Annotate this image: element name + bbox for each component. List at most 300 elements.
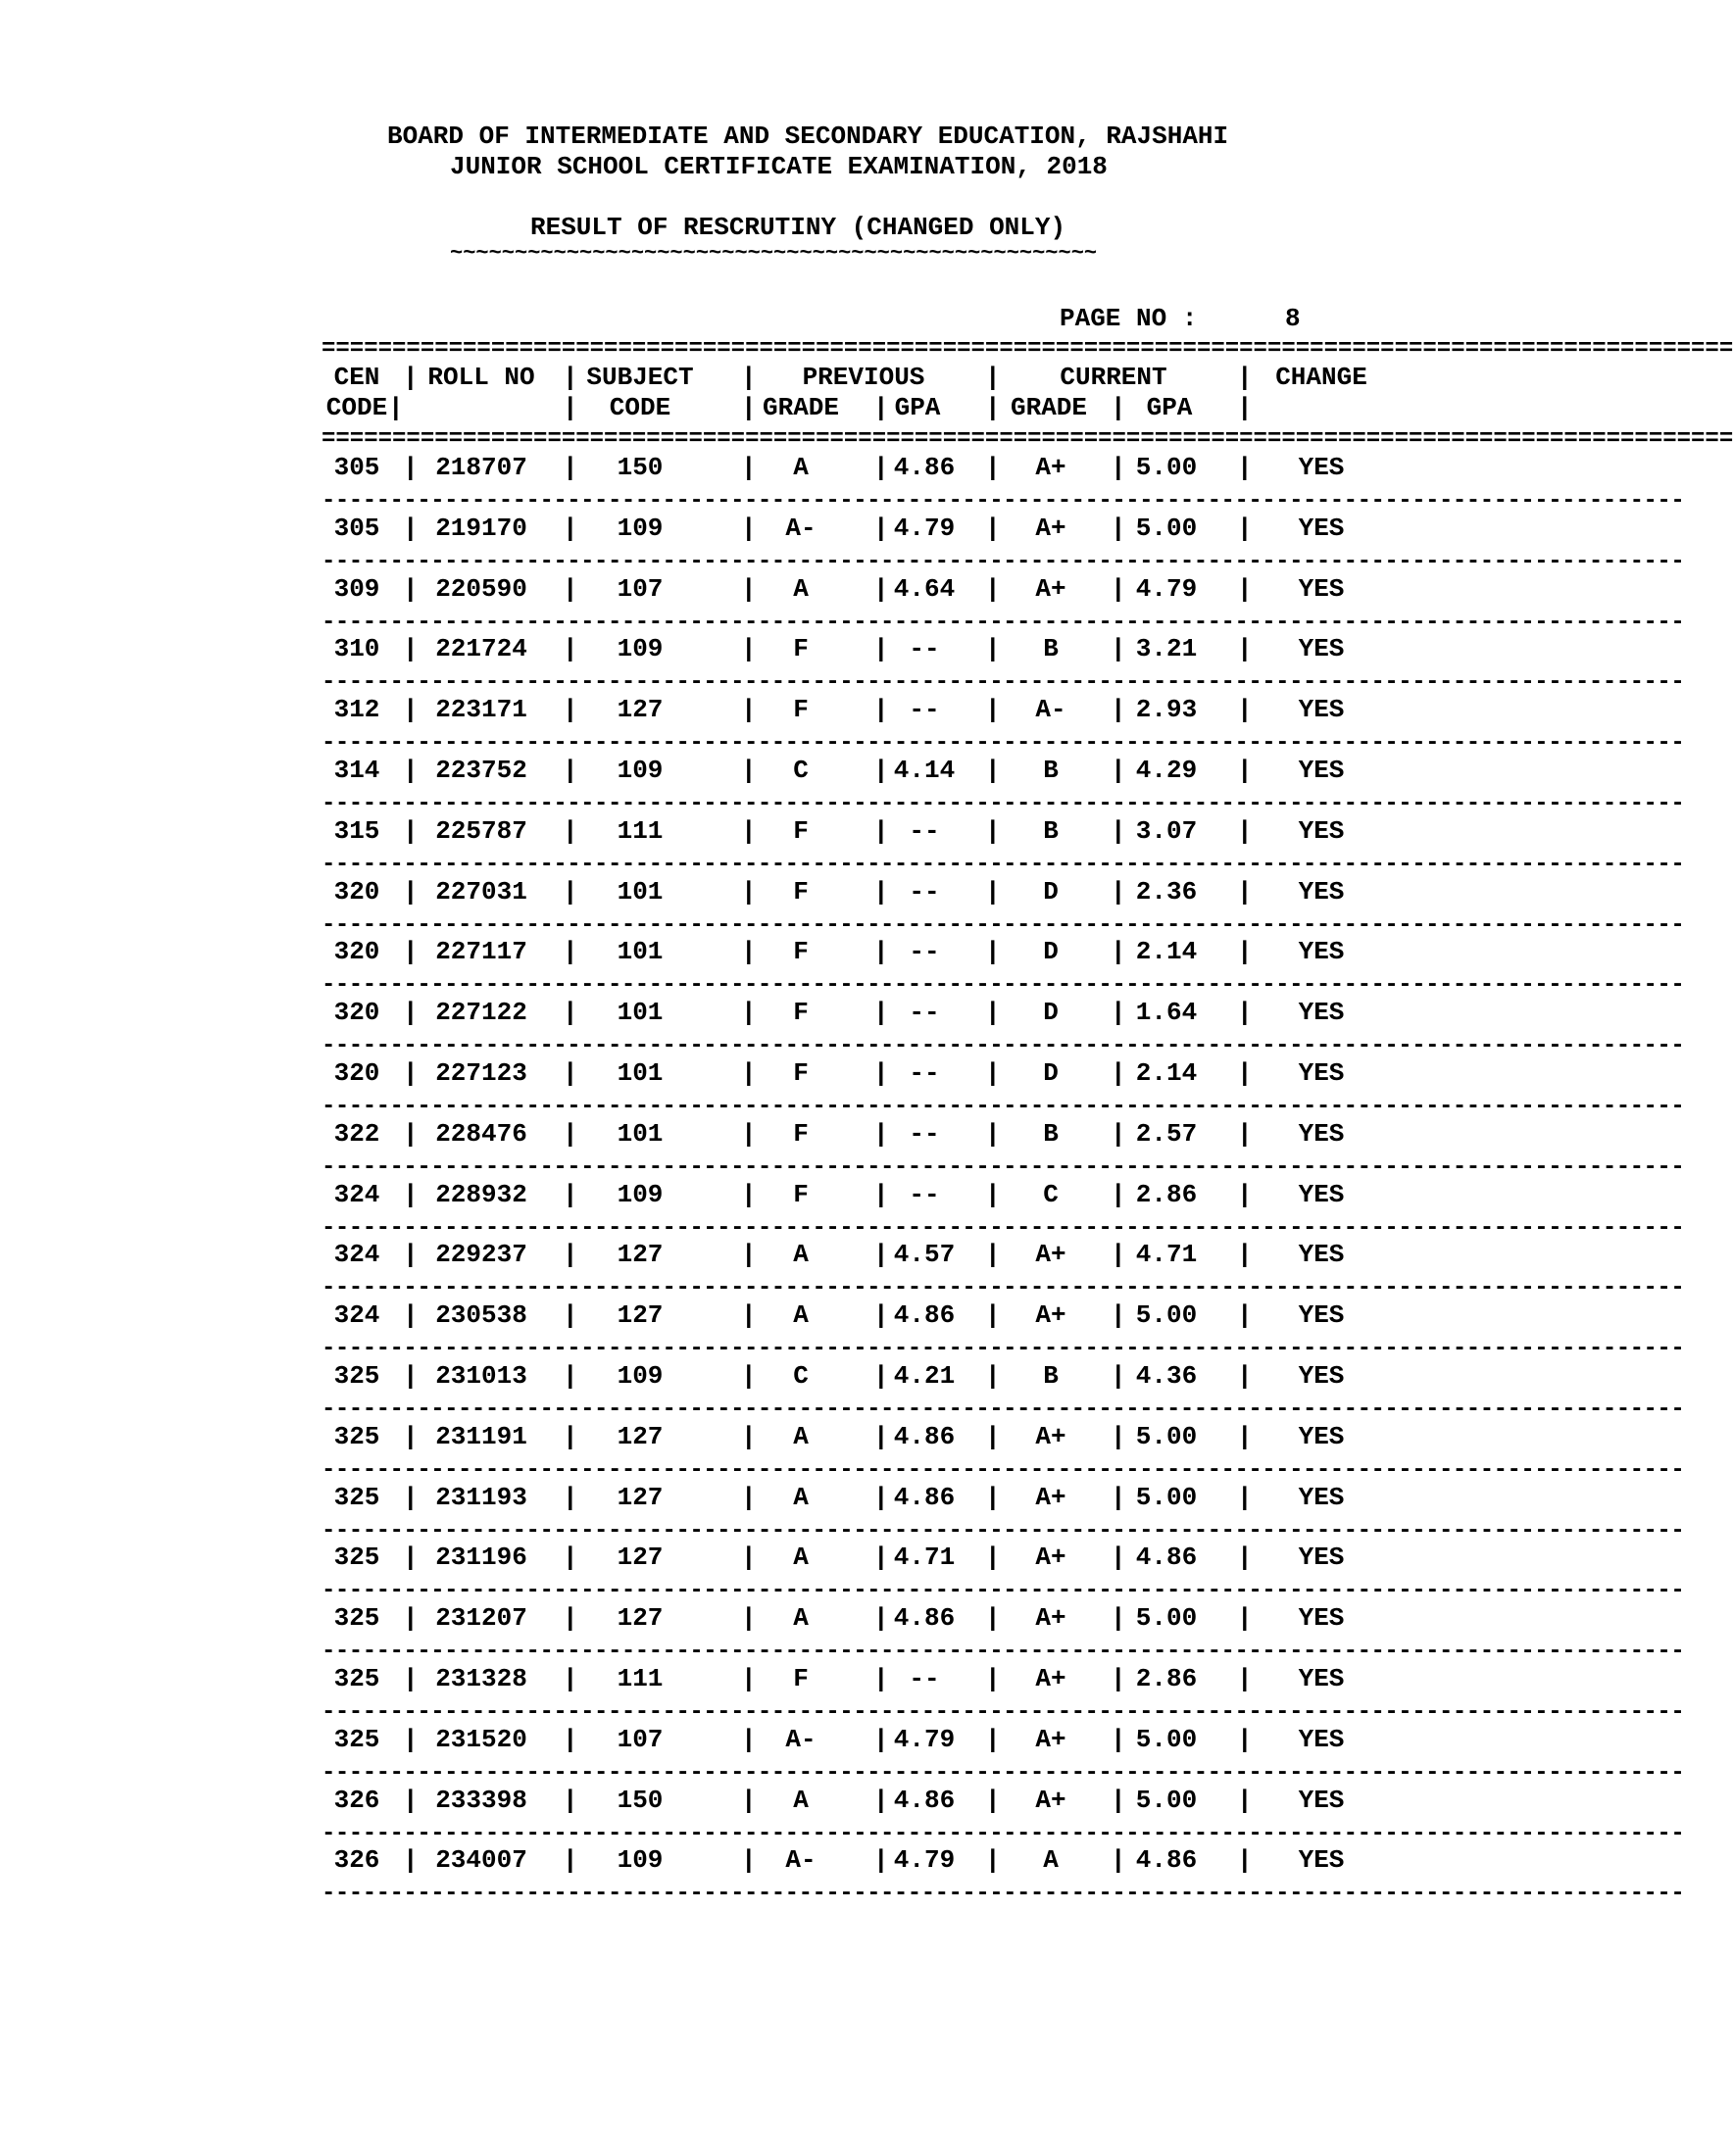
column-separator: | <box>1237 363 1253 392</box>
cell-roll-no: 231013 <box>435 1361 527 1391</box>
cell-roll-no: 223752 <box>435 756 527 785</box>
cell-cen-code: 320 <box>333 998 380 1028</box>
cell-previous-gpa: 4.57 <box>893 1240 956 1270</box>
cell-previous-gpa: -- <box>909 937 940 967</box>
column-separator: | <box>1237 1179 1253 1209</box>
column-separator: | <box>1111 1543 1126 1573</box>
cell-previous-grade: A- <box>785 1724 817 1754</box>
column-separator: | <box>563 1785 578 1815</box>
cell-current-gpa: 5.00 <box>1135 1785 1198 1815</box>
cell-current-grade: B <box>1043 815 1059 846</box>
column-separator: | <box>985 998 1001 1028</box>
column-separator: | <box>1237 815 1253 846</box>
cell-change: YES <box>1298 756 1345 785</box>
column-separator: | <box>873 1664 889 1693</box>
cell-change: YES <box>1298 998 1345 1028</box>
cell-current-gpa: 5.00 <box>1135 1482 1198 1512</box>
cell-current-grade: A+ <box>1035 573 1066 604</box>
table-row <box>322 1543 1382 1572</box>
cell-change: YES <box>1298 1724 1345 1754</box>
cell-subject-code: 127 <box>617 1240 664 1270</box>
column-separator: | <box>403 1845 419 1876</box>
cell-current-gpa: 5.00 <box>1135 453 1198 482</box>
cell-current-grade: D <box>1043 876 1059 906</box>
cell-change: YES <box>1298 1240 1345 1270</box>
table-top-rule: ==================================================================================================== <box>322 336 1733 363</box>
cell-change: YES <box>1298 1361 1345 1391</box>
column-separator: | <box>563 1543 578 1573</box>
column-separator: | <box>741 363 757 392</box>
table-row <box>322 1603 1382 1633</box>
table-header-line2 <box>322 393 1382 422</box>
cell-cen-code: 324 <box>333 1300 380 1331</box>
table-row <box>322 1483 1382 1512</box>
column-separator: | <box>563 1724 578 1754</box>
column-separator: | <box>403 1300 419 1331</box>
column-separator: | <box>403 453 419 482</box>
cell-roll-no: 231191 <box>435 1421 527 1451</box>
cell-cen-code: 325 <box>333 1361 380 1391</box>
cell-subject-code: 101 <box>617 1058 664 1088</box>
column-separator: | <box>873 1482 889 1512</box>
cell-subject-code: 127 <box>617 1300 664 1331</box>
row-divider: ---------------------------------------------------------------------------------------------------- <box>322 1456 1685 1484</box>
column-separator: | <box>985 1482 1001 1512</box>
column-separator: | <box>741 695 757 725</box>
cell-roll-no: 229237 <box>435 1240 527 1270</box>
column-separator: | <box>563 1482 578 1512</box>
table-row <box>322 574 1382 604</box>
column-separator: | <box>563 393 578 422</box>
column-separator: | <box>403 1664 419 1693</box>
column-separator: | <box>985 1058 1001 1088</box>
column-separator: | <box>985 1603 1001 1634</box>
row-divider: ---------------------------------------------------------------------------------------------------- <box>322 1820 1685 1847</box>
cell-change: YES <box>1298 1845 1345 1876</box>
row-divider: ---------------------------------------------------------------------------------------------------- <box>322 1517 1685 1544</box>
page-number-label: PAGE NO : <box>1060 304 1198 333</box>
cell-current-grade: C <box>1043 1179 1059 1209</box>
column-separator: | <box>985 815 1001 846</box>
table-row <box>322 634 1382 663</box>
column-separator: | <box>741 1785 757 1815</box>
cell-roll-no: 231193 <box>435 1482 527 1512</box>
cell-previous-gpa: 4.86 <box>893 1421 956 1451</box>
column-separator: | <box>563 1300 578 1331</box>
column-separator: | <box>1237 1603 1253 1634</box>
column-separator: | <box>1111 1240 1126 1270</box>
cell-subject-code: 109 <box>617 513 664 543</box>
row-divider: ---------------------------------------------------------------------------------------------------- <box>322 669 1685 697</box>
column-separator: | <box>1237 1664 1253 1693</box>
cell-change: YES <box>1298 695 1345 725</box>
cell-previous-grade: A <box>793 1421 809 1451</box>
row-divider: ---------------------------------------------------------------------------------------------------- <box>322 1578 1685 1605</box>
column-separator: | <box>1237 1482 1253 1512</box>
cell-current-grade: A+ <box>1035 1300 1066 1331</box>
column-separator: | <box>1111 1179 1126 1209</box>
cell-current-grade: D <box>1043 998 1059 1028</box>
cell-cen-code: 322 <box>333 1118 380 1149</box>
cell-subject-code: 109 <box>617 1361 664 1391</box>
cell-current-gpa: 2.57 <box>1135 1118 1198 1149</box>
column-separator: | <box>985 513 1001 543</box>
column-separator: | <box>741 876 757 906</box>
column-separator: | <box>985 695 1001 725</box>
cell-previous-gpa: 4.79 <box>893 513 956 543</box>
column-separator: | <box>563 1118 578 1149</box>
cell-cen-code: 324 <box>333 1179 380 1209</box>
column-separator: | <box>563 1845 578 1876</box>
exam-name: JUNIOR SCHOOL CERTIFICATE EXAMINATION, 2018 <box>450 152 1108 181</box>
cell-change: YES <box>1298 513 1345 543</box>
column-separator: | <box>741 634 757 664</box>
cell-change: YES <box>1298 1664 1345 1693</box>
cell-cen-code: 320 <box>333 937 380 967</box>
header-change: CHANGE <box>1275 363 1367 392</box>
cell-previous-gpa: 4.86 <box>893 1482 956 1512</box>
table-row <box>322 1361 1382 1391</box>
column-separator: | <box>873 1603 889 1634</box>
column-separator: | <box>741 1361 757 1391</box>
row-divider: ---------------------------------------------------------------------------------------------------- <box>322 851 1685 878</box>
cell-previous-gpa: -- <box>909 634 940 664</box>
cell-current-grade: A <box>1043 1845 1059 1876</box>
table-row <box>322 877 1382 906</box>
column-separator: | <box>403 1603 419 1634</box>
column-separator: | <box>873 815 889 846</box>
column-separator: | <box>873 1300 889 1331</box>
column-separator: | <box>985 756 1001 785</box>
cell-current-gpa: 4.86 <box>1135 1845 1198 1876</box>
cell-change: YES <box>1298 1785 1345 1815</box>
column-separator: | <box>403 1240 419 1270</box>
cell-current-grade: A+ <box>1035 453 1066 482</box>
column-separator: | <box>1237 1058 1253 1088</box>
column-separator: | <box>1111 513 1126 543</box>
cell-subject-code: 150 <box>617 1785 664 1815</box>
column-separator: | <box>741 937 757 967</box>
cell-cen-code: 305 <box>333 513 380 543</box>
cell-change: YES <box>1298 937 1345 967</box>
cell-subject-code: 127 <box>617 1543 664 1573</box>
cell-change: YES <box>1298 1421 1345 1451</box>
column-separator: | <box>873 1240 889 1270</box>
row-divider: ---------------------------------------------------------------------------------------------------- <box>322 1759 1685 1787</box>
table-row <box>322 816 1382 846</box>
cell-current-grade: A+ <box>1035 1724 1066 1754</box>
cell-previous-grade: A <box>793 1603 809 1634</box>
cell-previous-grade: A <box>793 1482 809 1512</box>
cell-previous-grade: F <box>793 815 809 846</box>
cell-previous-grade: F <box>793 876 809 906</box>
row-divider: ---------------------------------------------------------------------------------------------------- <box>322 1094 1685 1120</box>
column-separator: | <box>985 1179 1001 1209</box>
cell-roll-no: 228932 <box>435 1179 527 1209</box>
column-separator: | <box>985 1361 1001 1391</box>
column-separator: | <box>873 998 889 1028</box>
column-separator: | <box>563 756 578 785</box>
cell-previous-grade: C <box>793 1361 809 1391</box>
cell-subject-code: 111 <box>617 1664 664 1693</box>
column-separator: | <box>985 1845 1001 1876</box>
cell-current-grade: A+ <box>1035 1603 1066 1634</box>
cell-previous-gpa: -- <box>909 876 940 906</box>
cell-roll-no: 231520 <box>435 1724 527 1754</box>
cell-subject-code: 127 <box>617 695 664 725</box>
board-name: BOARD OF INTERMEDIATE AND SECONDARY EDUCATION, RAJSHAHI <box>387 122 1229 151</box>
cell-previous-grade: F <box>793 937 809 967</box>
title-underline: ~~~~~~~~~~~~~~~~~~~~~~~~~~~~~~~~~~~~~~~~~~~~~~~~~~ <box>450 241 1098 266</box>
column-separator: | <box>1111 1482 1126 1512</box>
column-separator: | <box>1237 393 1253 422</box>
column-separator: | <box>403 1118 419 1149</box>
cell-current-gpa: 2.93 <box>1135 695 1198 725</box>
column-separator: | <box>1237 1785 1253 1815</box>
column-separator: | <box>1237 1300 1253 1331</box>
cell-previous-gpa: 4.86 <box>893 1300 956 1331</box>
column-separator: | <box>741 513 757 543</box>
column-separator: | <box>873 453 889 482</box>
table-row <box>322 1786 1382 1815</box>
cell-previous-gpa: 4.79 <box>893 1845 956 1876</box>
cell-previous-gpa: -- <box>909 1058 940 1088</box>
column-separator: | <box>873 1724 889 1754</box>
cell-previous-grade: F <box>793 695 809 725</box>
cell-previous-grade: F <box>793 1118 809 1149</box>
cell-roll-no: 231207 <box>435 1603 527 1634</box>
cell-roll-no: 228476 <box>435 1118 527 1149</box>
cell-subject-code: 109 <box>617 1845 664 1876</box>
column-separator: | <box>403 1361 419 1391</box>
column-separator: | <box>1237 1361 1253 1391</box>
header-cen: CEN <box>333 363 380 392</box>
cell-current-grade: A- <box>1035 695 1066 725</box>
header-previous: PREVIOUS <box>802 363 925 392</box>
table-row <box>322 1300 1382 1330</box>
column-separator: | <box>403 998 419 1028</box>
page-number: 8 <box>1285 304 1301 333</box>
cell-previous-grade: C <box>793 756 809 785</box>
column-separator: | <box>985 634 1001 664</box>
column-separator: | <box>873 513 889 543</box>
column-separator: | <box>873 1118 889 1149</box>
cell-subject-code: 127 <box>617 1482 664 1512</box>
column-separator: | <box>563 634 578 664</box>
column-separator: | <box>741 1300 757 1331</box>
cell-roll-no: 218707 <box>435 453 527 482</box>
column-separator: | <box>1111 1724 1126 1754</box>
column-separator: | <box>1237 1240 1253 1270</box>
column-separator: | <box>741 1543 757 1573</box>
column-separator: | <box>873 1845 889 1876</box>
cell-change: YES <box>1298 453 1345 482</box>
cell-roll-no: 221724 <box>435 634 527 664</box>
column-separator: | <box>873 634 889 664</box>
column-separator: | <box>403 1482 419 1512</box>
column-separator: | <box>873 876 889 906</box>
column-separator: | <box>1111 756 1126 785</box>
cell-change: YES <box>1298 573 1345 604</box>
cell-previous-gpa: 4.86 <box>893 1785 956 1815</box>
cell-current-gpa: 4.36 <box>1135 1361 1198 1391</box>
column-separator: | <box>1237 513 1253 543</box>
cell-previous-grade: F <box>793 1058 809 1088</box>
column-separator: | <box>873 1361 889 1391</box>
column-separator: | <box>563 513 578 543</box>
table-header-rule: ==================================================================================================== <box>322 426 1733 453</box>
header-current: CURRENT <box>1060 363 1167 392</box>
cell-roll-no: 227123 <box>435 1058 527 1088</box>
cell-previous-grade: F <box>793 998 809 1028</box>
table-row <box>322 453 1382 482</box>
column-separator: | <box>563 453 578 482</box>
column-separator: | <box>1237 1845 1253 1876</box>
row-divider: ---------------------------------------------------------------------------------------------------- <box>322 488 1685 514</box>
column-separator: | <box>873 1179 889 1209</box>
column-separator: | <box>563 1058 578 1088</box>
table-row <box>322 1664 1382 1693</box>
column-separator: | <box>1111 1361 1126 1391</box>
column-separator: | <box>1111 634 1126 664</box>
column-separator: | <box>741 1118 757 1149</box>
cell-current-grade: B <box>1043 634 1059 664</box>
row-divider: ---------------------------------------------------------------------------------------------------- <box>322 1699 1685 1726</box>
column-separator: | <box>403 1543 419 1573</box>
cell-roll-no: 227031 <box>435 876 527 906</box>
cell-cen-code: 325 <box>333 1724 380 1754</box>
cell-previous-grade: A <box>793 1300 809 1331</box>
cell-previous-gpa: -- <box>909 1179 940 1209</box>
column-separator: | <box>985 1421 1001 1451</box>
cell-current-gpa: 2.14 <box>1135 937 1198 967</box>
header-roll: ROLL NO <box>427 363 535 392</box>
cell-previous-gpa: 4.86 <box>893 453 956 482</box>
column-separator: | <box>1111 998 1126 1028</box>
cell-roll-no: 219170 <box>435 513 527 543</box>
cell-previous-gpa: -- <box>909 1664 940 1693</box>
header-cen-code: CODE <box>325 393 388 422</box>
cell-current-gpa: 5.00 <box>1135 1603 1198 1634</box>
cell-cen-code: 325 <box>333 1664 380 1693</box>
column-separator: | <box>873 695 889 725</box>
cell-cen-code: 324 <box>333 1240 380 1270</box>
row-divider: ---------------------------------------------------------------------------------------------------- <box>322 1033 1685 1060</box>
table-row <box>322 1845 1382 1875</box>
column-separator: | <box>403 513 419 543</box>
column-separator: | <box>563 363 578 392</box>
table-row <box>322 1180 1382 1209</box>
column-separator: | <box>1111 1421 1126 1451</box>
cell-previous-grade: A- <box>785 513 817 543</box>
cell-subject-code: 127 <box>617 1421 664 1451</box>
column-separator: | <box>1237 1118 1253 1149</box>
table-row <box>322 1240 1382 1269</box>
cell-cen-code: 325 <box>333 1421 380 1451</box>
table-row <box>322 756 1382 785</box>
cell-previous-gpa: 4.71 <box>893 1543 956 1573</box>
column-separator: | <box>741 1724 757 1754</box>
header-cur-gpa: GPA <box>1146 393 1193 422</box>
cell-subject-code: 101 <box>617 998 664 1028</box>
cell-roll-no: 231196 <box>435 1543 527 1573</box>
cell-current-gpa: 5.00 <box>1135 1724 1198 1754</box>
column-separator: | <box>1111 815 1126 846</box>
table-header-line1 <box>322 363 1382 392</box>
cell-cen-code: 305 <box>333 453 380 482</box>
cell-roll-no: 225787 <box>435 815 527 846</box>
cell-roll-no: 220590 <box>435 573 527 604</box>
column-separator: | <box>1111 453 1126 482</box>
column-separator: | <box>1237 937 1253 967</box>
cell-cen-code: 309 <box>333 573 380 604</box>
cell-current-grade: A+ <box>1035 1664 1066 1693</box>
cell-roll-no: 227117 <box>435 937 527 967</box>
column-separator: | <box>563 695 578 725</box>
cell-previous-gpa: -- <box>909 695 940 725</box>
column-separator: | <box>873 393 889 422</box>
column-separator: | <box>563 998 578 1028</box>
column-separator: | <box>403 573 419 604</box>
column-separator: | <box>1237 1421 1253 1451</box>
cell-previous-gpa: 4.21 <box>893 1361 956 1391</box>
row-divider: ---------------------------------------------------------------------------------------------------- <box>322 1881 1685 1908</box>
cell-current-grade: A+ <box>1035 1543 1066 1573</box>
cell-cen-code: 320 <box>333 876 380 906</box>
row-divider: ---------------------------------------------------------------------------------------------------- <box>322 1336 1685 1363</box>
column-separator: | <box>741 1240 757 1270</box>
column-separator: | <box>873 573 889 604</box>
column-separator: | <box>403 815 419 846</box>
cell-roll-no: 231328 <box>435 1664 527 1693</box>
column-separator: | <box>873 1785 889 1815</box>
column-separator: | <box>1111 695 1126 725</box>
column-separator: | <box>563 1240 578 1270</box>
cell-subject-code: 101 <box>617 876 664 906</box>
cell-subject-code: 109 <box>617 1179 664 1209</box>
cell-current-grade: B <box>1043 1361 1059 1391</box>
cell-subject-code: 109 <box>617 634 664 664</box>
row-divider: ---------------------------------------------------------------------------------------------------- <box>322 972 1685 1000</box>
column-separator: | <box>985 453 1001 482</box>
column-separator: | <box>563 1664 578 1693</box>
cell-current-gpa: 2.86 <box>1135 1664 1198 1693</box>
column-separator: | <box>563 937 578 967</box>
column-separator: | <box>741 453 757 482</box>
column-separator: | <box>873 756 889 785</box>
column-separator: | <box>1111 1118 1126 1149</box>
column-separator: | <box>741 1664 757 1693</box>
cell-current-grade: B <box>1043 756 1059 785</box>
cell-change: YES <box>1298 1118 1345 1149</box>
column-separator: | <box>741 998 757 1028</box>
cell-change: YES <box>1298 1058 1345 1088</box>
column-separator: | <box>1111 1785 1126 1815</box>
cell-current-gpa: 5.00 <box>1135 513 1198 543</box>
cell-current-grade: D <box>1043 1058 1059 1088</box>
cell-current-grade: A+ <box>1035 1421 1066 1451</box>
document-title: RESULT OF RESCRUTINY (CHANGED ONLY) <box>530 213 1066 242</box>
row-divider: ---------------------------------------------------------------------------------------------------- <box>322 1275 1685 1302</box>
column-separator: | <box>873 1421 889 1451</box>
table-row <box>322 1119 1382 1149</box>
column-separator: | <box>741 1058 757 1088</box>
cell-cen-code: 315 <box>333 815 380 846</box>
column-separator: | <box>563 815 578 846</box>
cell-cen-code: 310 <box>333 634 380 664</box>
cell-previous-gpa: 4.64 <box>893 573 956 604</box>
cell-current-gpa: 5.00 <box>1135 1300 1198 1331</box>
